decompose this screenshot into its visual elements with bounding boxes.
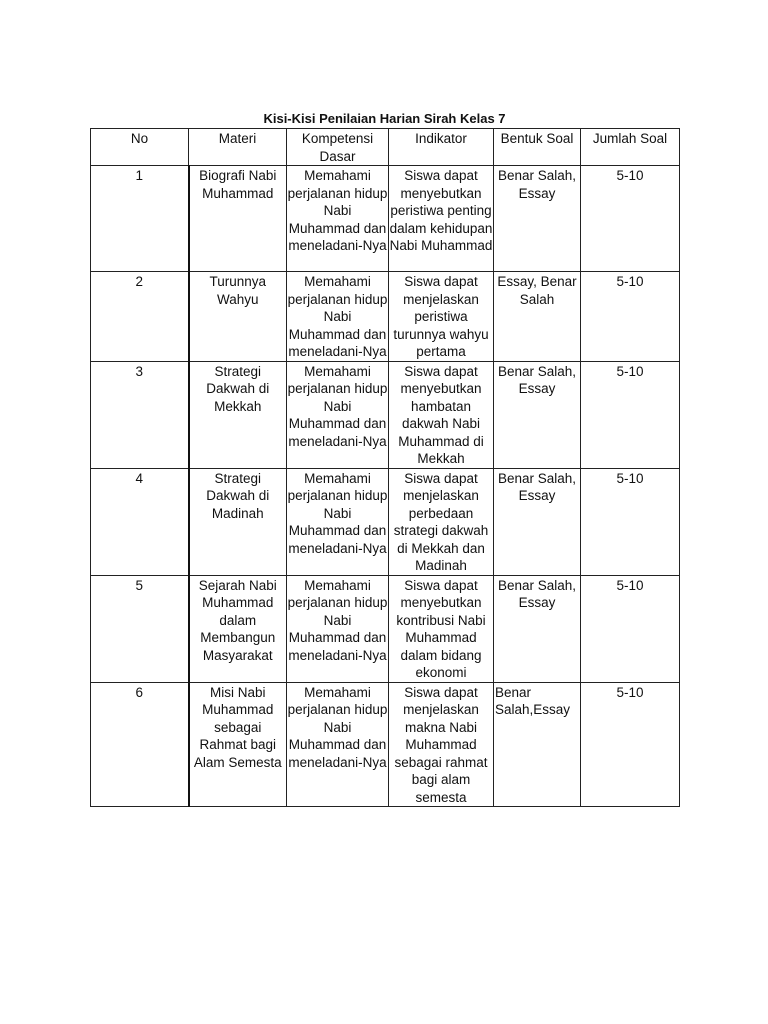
table-body (91, 166, 680, 807)
cell-materi: Strategi Dakwah di Madinah (189, 468, 287, 575)
cell-indikator: Siswa dapat menyebutkan kontribusi Nabi Muhammad dalam bidang ekonomi (389, 575, 494, 682)
table-header (91, 129, 680, 166)
cell-kompetensi-dasar: Memahami perjalanan hidup Nabi Muhammad dan meneladani-Nya (287, 166, 389, 272)
cell-kompetensi-dasar: Memahami perjalanan hidup Nabi Muhammad dan meneladani-Nya (287, 361, 389, 468)
cell-indikator: Siswa dapat menjelaskan peristiwa turunnya wahyu pertama (389, 272, 494, 362)
header-kompetensi-dasar: Kompetensi Dasar (287, 129, 389, 166)
cell-jumlah-soal: 5-10 (581, 361, 680, 468)
cell-indikator: Siswa dapat menyebutkan hambatan dakwah Nabi Muhammad di Mekkah (389, 361, 494, 468)
table-row (91, 272, 680, 362)
cell-bentuk-soal: Benar Salah, Essay (494, 166, 581, 272)
table-row (91, 166, 680, 272)
cell-indikator: Siswa dapat menyebutkan peristiwa penting dalam kehidupan Nabi Muhammad (389, 166, 494, 272)
cell-no: 1 (91, 166, 189, 272)
cell-no: 4 (91, 468, 189, 575)
cell-materi: Strategi Dakwah di Mekkah (189, 361, 287, 468)
cell-no: 2 (91, 272, 189, 362)
table-row (91, 361, 680, 468)
cell-jumlah-soal: 5-10 (581, 575, 680, 682)
cell-materi: Biografi Nabi Muhammad (189, 166, 287, 272)
cell-bentuk-soal: Essay, Benar Salah (494, 272, 581, 362)
header-materi: Materi (189, 129, 287, 166)
header-no: No (91, 129, 189, 166)
table-row (91, 468, 680, 575)
cell-bentuk-soal: Benar Salah,Essay (494, 682, 581, 807)
cell-jumlah-soal: 5-10 (581, 166, 680, 272)
document-title: Kisi-Kisi Penilaian Harian Sirah Kelas 7 (263, 111, 506, 126)
table-row (91, 682, 680, 807)
cell-kompetensi-dasar: Memahami perjalanan hidup Nabi Muhammad dan meneladani-Nya (287, 682, 389, 807)
cell-jumlah-soal: 5-10 (581, 468, 680, 575)
cell-indikator: Siswa dapat menjelaskan makna Nabi Muhammad sebagai rahmat bagi alam semesta (389, 682, 494, 807)
header-bentuk-soal: Bentuk Soal (494, 129, 581, 166)
cell-materi: Misi Nabi Muhammad sebagai Rahmat bagi Alam Semesta (189, 682, 287, 807)
table-row (91, 575, 680, 682)
cell-kompetensi-dasar: Memahami perjalanan hidup Nabi Muhammad dan meneladani-Nya (287, 575, 389, 682)
cell-kompetensi-dasar: Memahami perjalanan hidup Nabi Muhammad dan meneladani-Nya (287, 468, 389, 575)
cell-no: 5 (91, 575, 189, 682)
header-indikator: Indikator (389, 129, 494, 166)
cell-kompetensi-dasar: Memahami perjalanan hidup Nabi Muhammad dan meneladani-Nya (287, 272, 389, 362)
cell-no: 6 (91, 682, 189, 807)
cell-materi: Turunnya Wahyu (189, 272, 287, 362)
cell-no: 3 (91, 361, 189, 468)
cell-materi: Sejarah Nabi Muhammad dalam Membangun Masyarakat (189, 575, 287, 682)
cell-indikator: Siswa dapat menjelaskan perbedaan strategi dakwah di Mekkah dan Madinah (389, 468, 494, 575)
cell-bentuk-soal: Benar Salah, Essay (494, 468, 581, 575)
cell-bentuk-soal: Benar Salah, Essay (494, 361, 581, 468)
assessment-grid-table (90, 128, 680, 807)
header-jumlah-soal: Jumlah Soal (581, 129, 680, 166)
cell-jumlah-soal: 5-10 (581, 272, 680, 362)
cell-bentuk-soal: Benar Salah, Essay (494, 575, 581, 682)
header-row (91, 129, 680, 166)
cell-jumlah-soal: 5-10 (581, 682, 680, 807)
